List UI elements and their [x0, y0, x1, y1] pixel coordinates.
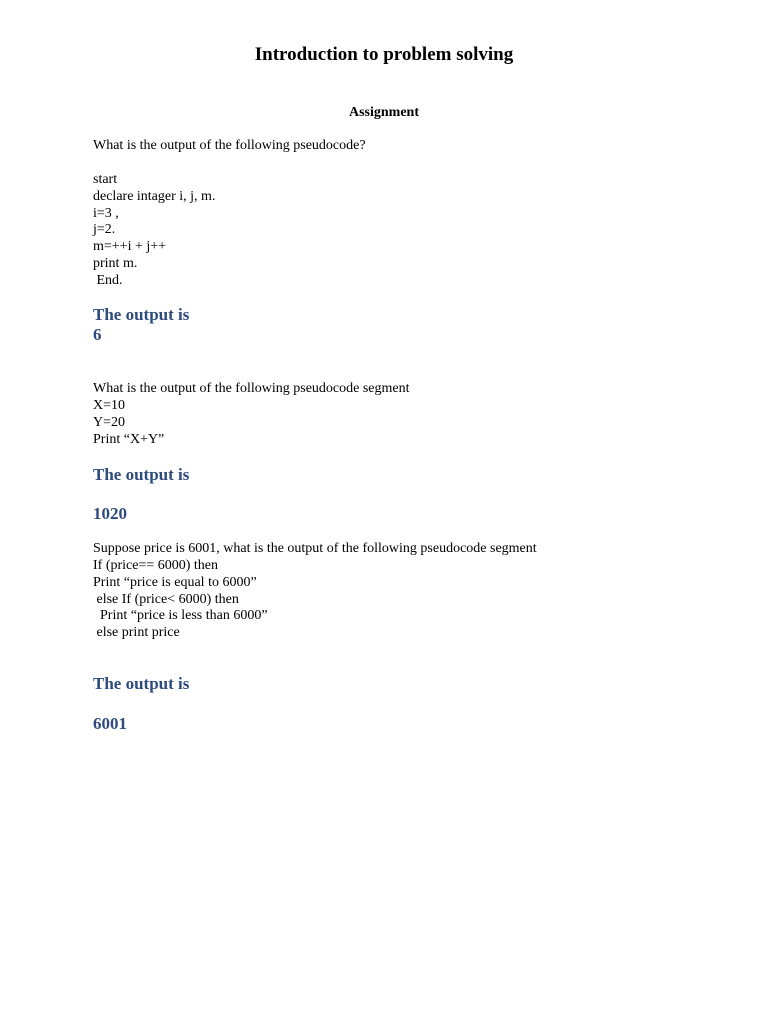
code-line: Print “price is equal to 6000” [93, 574, 257, 590]
question-1-answer [93, 305, 713, 345]
question-2-answer-heading [93, 465, 713, 485]
question-2-answer-value [93, 504, 713, 524]
question-3-prompt [93, 541, 713, 558]
answer-value: 6 [93, 325, 102, 344]
document-title: Introduction to problem solving [254, 44, 514, 65]
question-3-answer-value [93, 714, 713, 734]
question-1-code [93, 172, 713, 290]
question-prompt: What is the output of the following pseudocode segment [93, 381, 410, 396]
answer-heading: The output is [93, 465, 190, 484]
code-line: j=2. [93, 222, 116, 238]
code-line: If (price== 6000) then [93, 558, 219, 573]
code-line: m=++i + j++ [93, 239, 167, 255]
code-line: Y=20 [93, 414, 126, 430]
code-line: Print “X+Y” [93, 431, 165, 447]
question-2-prompt [93, 381, 713, 398]
question-2-code [93, 398, 713, 448]
question-3-answer-heading [93, 674, 713, 694]
code-line: start [93, 172, 118, 187]
code-line: End. [93, 272, 123, 288]
code-line: declare intager i, j, m. [93, 188, 216, 204]
code-line: i=3 , [93, 205, 119, 221]
answer-value: 1020 [93, 504, 127, 523]
question-1-prompt [93, 138, 713, 155]
code-line: else If (price< 6000) then [93, 591, 239, 607]
document-subtitle: Assignment [348, 105, 419, 120]
question-prompt: Suppose price is 6001, what is the output of the following pseudocode segment [93, 541, 537, 556]
answer-value: 6001 [93, 714, 127, 733]
code-line: print m. [93, 255, 138, 271]
code-line: else print price [93, 625, 180, 641]
code-line: X=10 [93, 398, 126, 413]
answer-heading: The output is [93, 674, 190, 693]
answer-heading: The output is [93, 305, 190, 324]
question-3-code [93, 558, 713, 642]
question-prompt: What is the output of the following pseudocode? [93, 138, 366, 153]
code-line: Print “price is less than 6000” [93, 608, 268, 624]
